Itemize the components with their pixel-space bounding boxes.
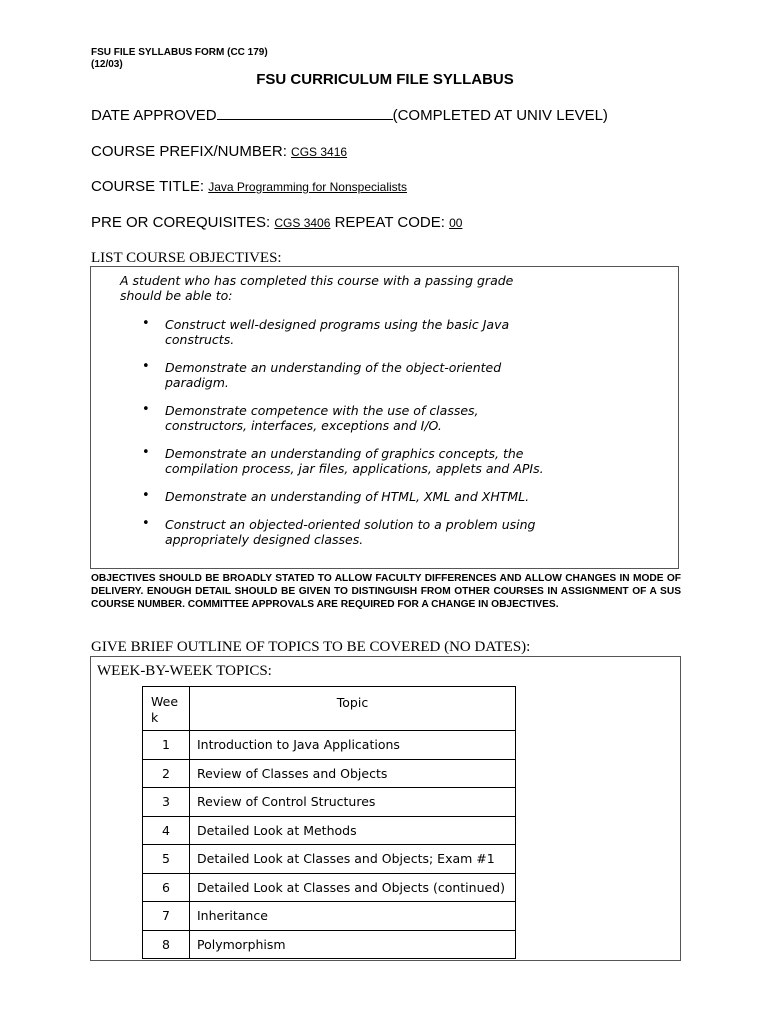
repeat-code-value: 00 (449, 216, 463, 230)
week-topic: Introduction to Java Applications (190, 731, 516, 760)
objective-item: Demonstrate an understanding of the object-oriented paradigm. (165, 360, 502, 390)
repeat-code-label: REPEAT CODE: (330, 214, 450, 231)
week-topic: Detailed Look at Classes and Objects (continued) (190, 873, 516, 902)
outline-heading: GIVE BRIEF OUTLINE OF TOPICS TO BE COVERED (NO DATES): (91, 639, 531, 655)
week-topic: Review of Classes and Objects (190, 759, 516, 788)
week-number: 1 (143, 731, 190, 760)
week-number: 7 (143, 902, 190, 931)
bullet-icon: • (142, 445, 150, 460)
objective-item: Demonstrate competence with the use of classes, constructors, interfaces, exceptions and I/O. (165, 403, 479, 433)
week-topic: Detailed Look at Methods (190, 816, 516, 845)
table-row (143, 902, 516, 931)
bullet-icon: • (142, 488, 150, 503)
week-number: 6 (143, 873, 190, 902)
objectives-heading: LIST COURSE OBJECTIVES: (91, 250, 282, 266)
prerequisites-label: PRE OR COREQUISITES: (91, 214, 275, 231)
bullet-icon: • (142, 402, 150, 417)
objective-item: Construct an objected-oriented solution to a problem using appropriately designed classes. (165, 517, 536, 547)
topic-column-header: Topic (190, 687, 516, 731)
course-title-field (91, 178, 407, 195)
date-approved-field (91, 107, 608, 124)
bullet-icon: • (142, 316, 150, 331)
table-row (143, 930, 516, 959)
course-number-label: COURSE PREFIX/NUMBER: (91, 143, 292, 160)
week-topic: Polymorphism (190, 930, 516, 959)
week-number: 4 (143, 816, 190, 845)
form-identifier (91, 47, 268, 71)
course-number-value: CGS 3416 (291, 145, 348, 159)
week-number: 8 (143, 930, 190, 959)
table-header-row (143, 687, 516, 731)
prerequisites-value: CGS 3406 (274, 216, 331, 230)
bullet-icon: • (142, 516, 150, 531)
week-topic: Review of Control Structures (190, 788, 516, 817)
form-revision-date: (12/03) (91, 59, 123, 70)
date-approved-suffix: (COMPLETED AT UNIV LEVEL) (392, 107, 608, 124)
week-topic: Inheritance (190, 902, 516, 931)
objectives-note: OBJECTIVES SHOULD BE BROADLY STATED TO ALLOW FACULTY DIFFERENCES AND ALLOW CHANGES IN MODE OF DELIVERY. ENOUGH DETAIL SHOULD BE GIVEN TO DISTINGUISH FROM OTHER COURSES IN ASSIGNMENT OF A SUS COURSE NUMBER. COMMITTEE APPROVALS ARE REQUIRED FOR A CHANGE IN OBJECTIVES. (91, 573, 681, 610)
objectives-intro: A student who has completed this course with a passing grade should be able to: (120, 273, 514, 303)
week-number: 3 (143, 788, 190, 817)
course-title-value: Java Programming for Nonspecialists (208, 180, 407, 194)
week-column-header: Wee k (143, 687, 190, 731)
bullet-icon: • (142, 359, 150, 374)
topics-table (142, 686, 516, 959)
weekly-topics-heading: WEEK-BY-WEEK TOPICS: (97, 663, 272, 679)
table-row (143, 845, 516, 874)
prerequisites-field (91, 214, 462, 231)
table-row (143, 873, 516, 902)
objective-item: Construct well-designed programs using the basic Java constructs. (165, 317, 510, 347)
course-number-field (91, 143, 347, 160)
date-approved-blank (217, 107, 393, 120)
course-title-label: COURSE TITLE: (91, 178, 209, 195)
page-title: FSU CURRICULUM FILE SYLLABUS (256, 71, 514, 88)
objective-item: Demonstrate an understanding of HTML, XML and XHTML. (165, 489, 530, 504)
table-row (143, 759, 516, 788)
date-approved-label: DATE APPROVED (91, 107, 217, 124)
table-row (143, 731, 516, 760)
week-number: 2 (143, 759, 190, 788)
week-topic: Detailed Look at Classes and Objects; Exam #1 (190, 845, 516, 874)
table-row (143, 788, 516, 817)
form-code: FSU FILE SYLLABUS FORM (CC 179) (91, 47, 268, 58)
week-number: 5 (143, 845, 190, 874)
table-row (143, 816, 516, 845)
objective-item: Demonstrate an understanding of graphics concepts, the compilation process, jar files, applications, applets and APIs. (165, 446, 544, 476)
